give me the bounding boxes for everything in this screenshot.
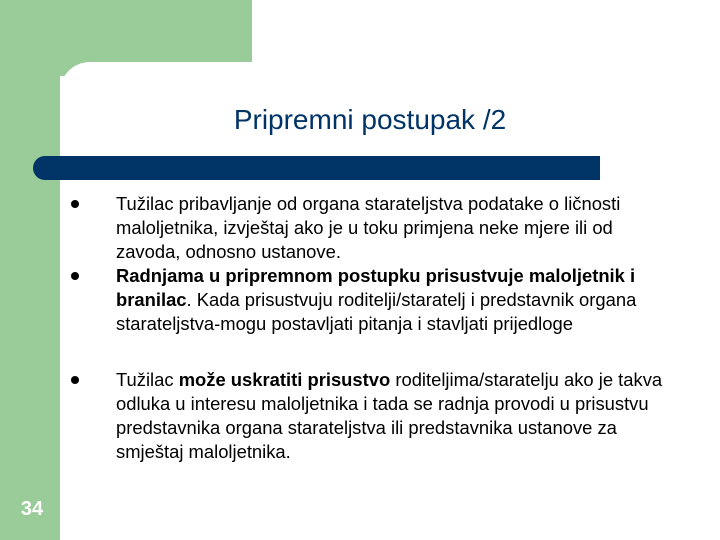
slide-title: Pripremni postupak /2 (233, 104, 507, 135)
spacer (66, 336, 676, 368)
bullet-item-1 (66, 192, 676, 264)
bullet-text: Tužilac pribavljanje od organa starateljstva podatake o ličnosti maloljetnika, izvještaj ako je u toku primjena neke mjere ili od zavoda, odnosno ustanove. (116, 193, 621, 262)
bullet-item-3 (66, 368, 676, 464)
bullet-prefix: Tužilac (116, 369, 179, 390)
bullet-dot-icon (71, 272, 79, 280)
slide-number: 34 (20, 498, 44, 520)
bullet-item-2 (66, 264, 676, 336)
bullet-dot-icon (71, 376, 79, 384)
title-underline-bar (33, 156, 600, 180)
bullet-bold-text: može uskratiti prisustvo (178, 369, 391, 390)
bullet-dot-icon (71, 200, 79, 208)
bullet-text: roditeljima/staratelju ako je takva odluka u interesu maloljetnika i tada se radnja provodi u prisustvu predstavnika organa starateljstva ili predstavnika ustanove za smještaj maloljetnika. (116, 369, 663, 462)
bullet-bold-text: Radnjama u pripremnom postupku prisustvuje maloljetnik i branilac (116, 265, 636, 310)
green-sidebar (0, 0, 60, 540)
bullet-list (66, 192, 676, 464)
bullet-text: . Kada prisustvuju roditelji/staratelj i predstavnik organa starateljstva-mogu postavljati pitanja i stavljati prijedloge (116, 289, 637, 334)
